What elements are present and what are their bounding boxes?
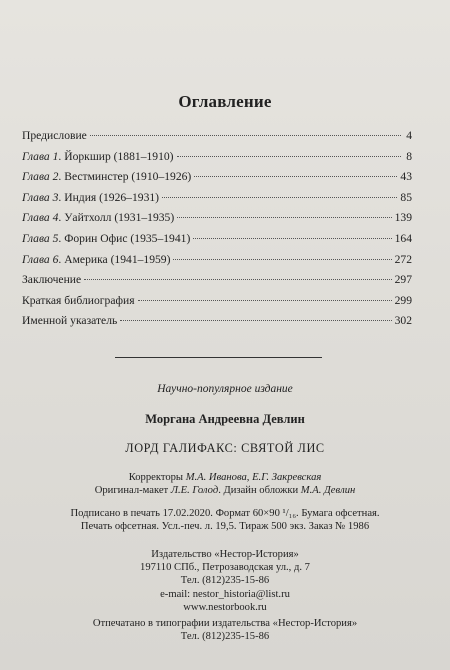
toc-dot-leader (138, 300, 392, 301)
toc-dot-leader (177, 156, 401, 157)
publisher-email: e-mail: nestor_historia@list.ru (160, 588, 290, 600)
toc-entry (22, 250, 412, 271)
edition-kind: Научно-популярное издание (157, 383, 293, 395)
toc-entry-page: 297 (394, 273, 412, 287)
toc-entry-label: Глава 4. Уайтхолл (1931–1935) (22, 211, 175, 225)
print-line: Подписано в печать 17.02.2020. Формат 60×90 ¹/₁₆. Бумага офсетная. (70, 508, 380, 519)
toc-entry (22, 311, 412, 332)
toc-entry (22, 147, 412, 168)
toc-entry (22, 270, 412, 291)
toc-dot-leader (120, 320, 391, 321)
toc-dot-leader (194, 176, 397, 177)
toc-title: Оглавление (178, 92, 272, 111)
separator-rule (115, 357, 322, 358)
printer-phone: Тел. (812)235-15-86 (180, 631, 270, 643)
toc-entry-label: Глава 6. Америка (1941–1959) (22, 252, 171, 266)
toc-entry-page: 85 (400, 190, 412, 204)
toc-entry-page: 272 (394, 252, 412, 266)
credits (0, 471, 450, 497)
toc-dot-leader (173, 259, 391, 260)
toc-entry-label: Глава 5. Форин Офис (1935–1941) (22, 231, 191, 245)
toc-entry-label: Заключение (22, 273, 82, 287)
table-of-contents (22, 126, 412, 332)
publisher-address: 197110 СПб., Петрозаводская ул., д. 7 (140, 562, 310, 574)
print-details (0, 507, 450, 533)
printer-info (0, 617, 450, 643)
toc-entry-label: Именной указатель (22, 314, 118, 328)
toc-dot-leader (162, 197, 397, 198)
toc-entry (22, 167, 412, 188)
publisher-info (0, 548, 450, 614)
toc-entry-label: Глава 3. Индия (1926–1931) (22, 190, 160, 204)
layout-line: Оригинал-макет Л.Е. Голод. Дизайн обложки М.А. Девлин (94, 485, 356, 497)
toc-dot-leader (90, 135, 401, 136)
toc-dot-leader (193, 238, 391, 239)
toc-dot-leader (84, 279, 391, 280)
publisher-phone: Тел. (812)235-15-86 (180, 575, 270, 587)
toc-entry (22, 126, 412, 147)
toc-entry-label: Предисловие (22, 129, 87, 142)
toc-entry (22, 208, 412, 229)
toc-dot-leader (177, 217, 391, 218)
toc-entry-label: Глава 2. Вестминстер (1910–1926) (22, 170, 192, 184)
book-title: ЛОРД ГАЛИФАКС: СВЯТОЙ ЛИС (125, 441, 325, 455)
correctors-line: Корректоры М.А. Иванова, Е.Г. Закревская (128, 472, 322, 483)
publisher-website: www.nestorbook.ru (183, 601, 267, 613)
printer-name: Отпечатано в типографии издательства «Нестор-История» (92, 618, 358, 629)
toc-entry-page: 139 (394, 211, 412, 225)
toc-entry-page: 299 (394, 293, 412, 307)
toc-entry-page: 4 (406, 129, 412, 142)
toc-entry-page: 164 (394, 231, 412, 245)
author-name: Моргана Андреевна Девлин (145, 412, 305, 426)
toc-entry-label: Глава 1. Йоркшир (1881–1910) (22, 149, 174, 163)
toc-entry (22, 188, 412, 209)
toc-entry-page: 302 (394, 314, 412, 328)
toc-entry (22, 229, 412, 250)
toc-entry-label: Краткая библиография (22, 293, 135, 307)
print-line: Печать офсетная. Усл.-печ. л. 19,5. Тираж 500 экз. Заказ № 1986 (80, 521, 370, 533)
publisher-name: Издательство «Нестор-История» (151, 549, 299, 560)
toc-entry-page: 8 (406, 149, 412, 163)
toc-entry (22, 291, 412, 312)
toc-entry-page: 43 (400, 170, 412, 184)
